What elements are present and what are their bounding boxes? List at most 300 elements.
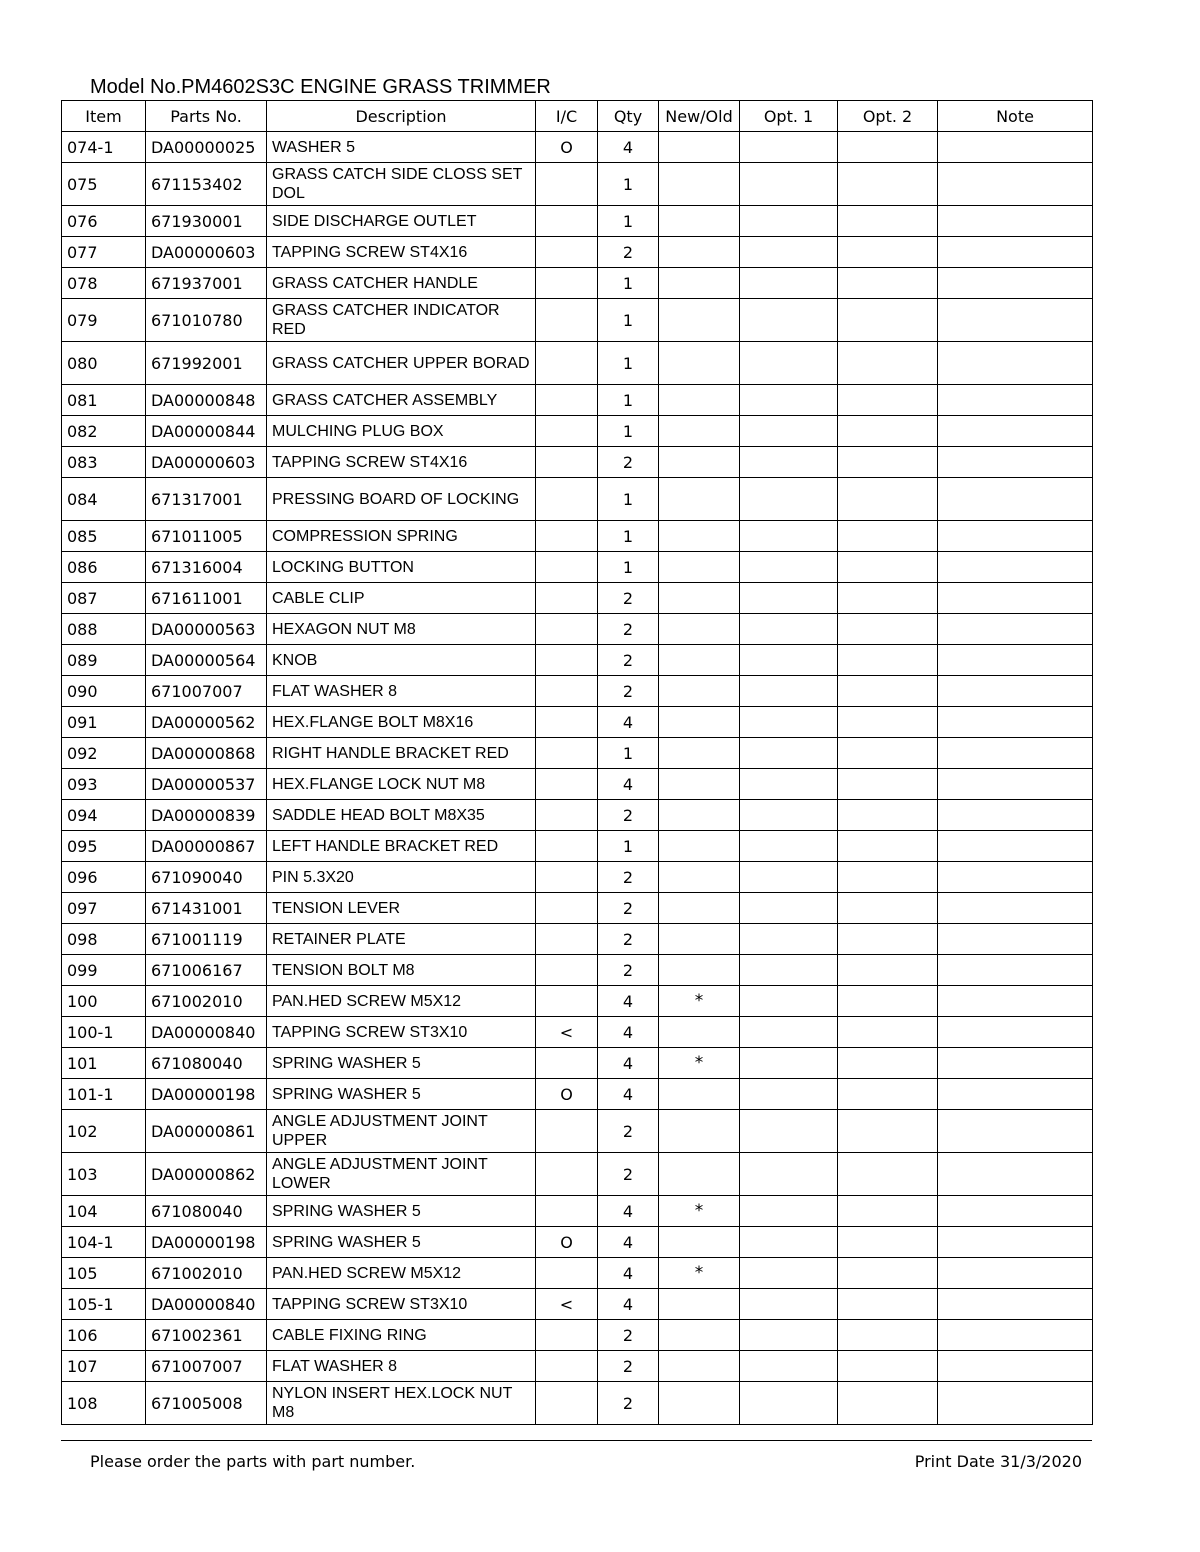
note-cell [938,416,1093,447]
opt1-cell [740,268,838,299]
table-row [62,478,1093,521]
description-cell: SPRING WASHER 5 [267,1079,536,1110]
description-cell: RETAINER PLATE [267,924,536,955]
new-old-cell [659,1017,740,1048]
qty-cell: 2 [598,862,659,893]
ic-cell [536,583,598,614]
description-cell: HEX.FLANGE LOCK NUT M8 [267,769,536,800]
opt2-cell [838,268,938,299]
description-cell: NYLON INSERT HEX.LOCK NUT M8 [267,1382,536,1425]
item-cell: 094 [62,800,146,831]
qty-cell: 2 [598,614,659,645]
part-number-cell: DA00000198 [146,1227,267,1258]
opt1-cell [740,800,838,831]
ic-cell [536,769,598,800]
opt1-cell [740,163,838,206]
description-cell: PAN.HED SCREW M5X12 [267,1258,536,1289]
note-cell [938,163,1093,206]
document-title: Model No.PM4602S3C ENGINE GRASS TRIMMER [90,76,551,98]
item-cell: 075 [62,163,146,206]
table-row [62,1110,1093,1153]
table-row [62,206,1093,237]
qty-cell: 1 [598,416,659,447]
column-header-item: Item [62,101,146,132]
new-old-cell [659,955,740,986]
part-number-cell: 671937001 [146,268,267,299]
new-old-cell [659,831,740,862]
new-old-cell [659,206,740,237]
description-cell: PIN 5.3X20 [267,862,536,893]
description-cell: TAPPING SCREW ST3X10 [267,1017,536,1048]
part-number-cell: DA00000862 [146,1153,267,1196]
ic-cell [536,924,598,955]
opt1-cell [740,1048,838,1079]
table-row [62,1196,1093,1227]
note-cell [938,237,1093,268]
qty-cell: 1 [598,342,659,385]
opt2-cell [838,862,938,893]
table-row [62,645,1093,676]
ic-cell [536,738,598,769]
opt2-cell [838,342,938,385]
item-cell: 096 [62,862,146,893]
opt1-cell [740,583,838,614]
opt2-cell [838,1351,938,1382]
opt1-cell [740,1079,838,1110]
opt1-cell [740,1289,838,1320]
opt1-cell [740,1227,838,1258]
qty-cell: 2 [598,924,659,955]
description-cell: HEX.FLANGE BOLT M8X16 [267,707,536,738]
ic-cell [536,268,598,299]
description-cell: TENSION BOLT M8 [267,955,536,986]
opt1-cell [740,1351,838,1382]
item-cell: 092 [62,738,146,769]
part-number-cell: 671153402 [146,163,267,206]
description-cell: SADDLE HEAD BOLT M8X35 [267,800,536,831]
note-cell [938,614,1093,645]
opt1-cell [740,478,838,521]
new-old-cell [659,1110,740,1153]
ic-cell [536,986,598,1017]
opt2-cell [838,831,938,862]
opt1-cell [740,862,838,893]
note-cell [938,769,1093,800]
description-cell: WASHER 5 [267,132,536,163]
new-old-cell [659,707,740,738]
part-number-cell: DA00000563 [146,614,267,645]
opt2-cell [838,132,938,163]
table-row [62,268,1093,299]
item-cell: 098 [62,924,146,955]
description-cell: GRASS CATCHER UPPER BORAD [267,342,536,385]
ic-cell: < [536,1289,598,1320]
qty-cell: 1 [598,299,659,342]
table-row [62,552,1093,583]
note-cell [938,1227,1093,1258]
note-cell [938,342,1093,385]
opt2-cell [838,1258,938,1289]
opt1-cell [740,206,838,237]
ic-cell: O [536,1079,598,1110]
note-cell [938,299,1093,342]
qty-cell: 2 [598,645,659,676]
ic-cell [536,831,598,862]
note-cell [938,986,1093,1017]
part-number-cell: 671010780 [146,299,267,342]
item-cell: 088 [62,614,146,645]
description-cell: FLAT WASHER 8 [267,1351,536,1382]
table-row [62,385,1093,416]
qty-cell: 4 [598,1017,659,1048]
note-cell [938,521,1093,552]
column-header-new-old: New/Old [659,101,740,132]
qty-cell: 2 [598,955,659,986]
table-row [62,862,1093,893]
description-cell: RIGHT HANDLE BRACKET RED [267,738,536,769]
table-row [62,707,1093,738]
new-old-cell [659,268,740,299]
new-old-cell [659,583,740,614]
item-cell: 105-1 [62,1289,146,1320]
ic-cell [536,955,598,986]
item-cell: 080 [62,342,146,385]
table-row [62,1017,1093,1048]
part-number-cell: DA00000025 [146,132,267,163]
description-cell: MULCHING PLUG BOX [267,416,536,447]
ic-cell [536,893,598,924]
note-cell [938,1289,1093,1320]
description-cell: ANGLE ADJUSTMENT JOINT UPPER [267,1110,536,1153]
ic-cell [536,800,598,831]
note-cell [938,831,1093,862]
qty-cell: 2 [598,1320,659,1351]
ic-cell [536,676,598,707]
opt1-cell [740,416,838,447]
part-number-cell: 671080040 [146,1196,267,1227]
ic-cell [536,385,598,416]
table-row [62,955,1093,986]
table-row [62,447,1093,478]
description-cell: LOCKING BUTTON [267,552,536,583]
parts-table [61,100,1093,1425]
item-cell: 093 [62,769,146,800]
table-header-row [62,101,1093,132]
qty-cell: 1 [598,521,659,552]
part-number-cell: 671930001 [146,206,267,237]
table-row [62,1079,1093,1110]
qty-cell: 4 [598,1289,659,1320]
part-number-cell: DA00000868 [146,738,267,769]
qty-cell: 4 [598,132,659,163]
opt2-cell [838,769,938,800]
item-cell: 104-1 [62,1227,146,1258]
qty-cell: 1 [598,268,659,299]
part-number-cell: DA00000537 [146,769,267,800]
opt2-cell [838,738,938,769]
note-cell [938,707,1093,738]
new-old-cell [659,1382,740,1425]
new-old-cell [659,521,740,552]
opt2-cell [838,299,938,342]
note-cell [938,385,1093,416]
opt1-cell [740,1258,838,1289]
opt1-cell [740,385,838,416]
opt1-cell [740,1382,838,1425]
part-number-cell: 671992001 [146,342,267,385]
table-row [62,583,1093,614]
order-note: Please order the parts with part number. [90,1452,416,1471]
column-header-opt2: Opt. 2 [838,101,938,132]
part-number-cell: 671431001 [146,893,267,924]
opt1-cell [740,1320,838,1351]
part-number-cell: 671090040 [146,862,267,893]
opt2-cell [838,893,938,924]
opt2-cell [838,163,938,206]
opt2-cell [838,583,938,614]
new-old-cell [659,769,740,800]
qty-cell: 2 [598,1351,659,1382]
qty-cell: 1 [598,738,659,769]
opt1-cell [740,924,838,955]
qty-cell: 1 [598,163,659,206]
ic-cell [536,163,598,206]
new-old-cell [659,478,740,521]
item-cell: 106 [62,1320,146,1351]
table-row [62,769,1093,800]
new-old-cell [659,416,740,447]
item-cell: 108 [62,1382,146,1425]
part-number-cell: DA00000867 [146,831,267,862]
opt2-cell [838,552,938,583]
ic-cell [536,206,598,237]
ic-cell [536,237,598,268]
description-cell: PAN.HED SCREW M5X12 [267,986,536,1017]
item-cell: 100 [62,986,146,1017]
description-cell: LEFT HANDLE BRACKET RED [267,831,536,862]
new-old-cell [659,342,740,385]
parts-table-body [62,132,1093,1425]
description-cell: GRASS CATCHER INDICATOR RED [267,299,536,342]
qty-cell: 1 [598,552,659,583]
note-cell [938,800,1093,831]
opt1-cell [740,676,838,707]
qty-cell: 2 [598,447,659,478]
item-cell: 083 [62,447,146,478]
opt2-cell [838,1227,938,1258]
ic-cell [536,1258,598,1289]
opt1-cell [740,1017,838,1048]
table-row [62,1153,1093,1196]
ic-cell [536,1351,598,1382]
qty-cell: 2 [598,1382,659,1425]
opt1-cell [740,132,838,163]
opt1-cell [740,707,838,738]
description-cell: FLAT WASHER 8 [267,676,536,707]
item-cell: 105 [62,1258,146,1289]
ic-cell [536,521,598,552]
new-old-cell [659,893,740,924]
new-old-cell [659,645,740,676]
opt2-cell [838,1382,938,1425]
ic-cell [536,645,598,676]
part-number-cell: 671011005 [146,521,267,552]
qty-cell: 2 [598,893,659,924]
part-number-cell: 671002361 [146,1320,267,1351]
item-cell: 078 [62,268,146,299]
ic-cell [536,1196,598,1227]
description-cell: TAPPING SCREW ST4X16 [267,237,536,268]
ic-cell [536,1320,598,1351]
item-cell: 074-1 [62,132,146,163]
column-header-description: Description [267,101,536,132]
description-cell: TENSION LEVER [267,893,536,924]
new-old-cell [659,800,740,831]
qty-cell: 4 [598,1048,659,1079]
column-header-opt1: Opt. 1 [740,101,838,132]
new-old-cell [659,1227,740,1258]
note-cell [938,1110,1093,1153]
ic-cell [536,1110,598,1153]
part-number-cell: 671317001 [146,478,267,521]
qty-cell: 2 [598,237,659,268]
opt2-cell [838,1048,938,1079]
qty-cell: 4 [598,986,659,1017]
note-cell [938,738,1093,769]
new-old-cell [659,163,740,206]
new-old-cell [659,299,740,342]
opt1-cell [740,831,838,862]
item-cell: 104 [62,1196,146,1227]
part-number-cell: 671001119 [146,924,267,955]
opt2-cell [838,614,938,645]
opt2-cell [838,478,938,521]
description-cell: GRASS CATCHER HANDLE [267,268,536,299]
note-cell [938,1079,1093,1110]
table-row [62,342,1093,385]
ic-cell [536,614,598,645]
note-cell [938,955,1093,986]
opt1-cell [740,955,838,986]
opt2-cell [838,986,938,1017]
new-old-cell [659,132,740,163]
table-row [62,1351,1093,1382]
new-old-cell [659,1351,740,1382]
opt2-cell [838,385,938,416]
column-header-ic: I/C [536,101,598,132]
table-row [62,831,1093,862]
column-header-parts-no: Parts No. [146,101,267,132]
new-old-cell: * [659,1048,740,1079]
table-row [62,738,1093,769]
item-cell: 091 [62,707,146,738]
opt1-cell [740,1153,838,1196]
opt2-cell [838,955,938,986]
opt1-cell [740,447,838,478]
table-row [62,1382,1093,1425]
item-cell: 082 [62,416,146,447]
qty-cell: 2 [598,1110,659,1153]
opt1-cell [740,1196,838,1227]
print-date: Print Date 31/3/2020 [914,1452,1082,1471]
item-cell: 077 [62,237,146,268]
table-row [62,1048,1093,1079]
item-cell: 084 [62,478,146,521]
description-cell: CABLE FIXING RING [267,1320,536,1351]
table-row [62,614,1093,645]
qty-cell: 4 [598,707,659,738]
ic-cell [536,1153,598,1196]
table-row [62,1320,1093,1351]
new-old-cell: * [659,1258,740,1289]
new-old-cell [659,738,740,769]
opt2-cell [838,237,938,268]
note-cell [938,1351,1093,1382]
note-cell [938,1048,1093,1079]
new-old-cell: * [659,986,740,1017]
part-number-cell: 671080040 [146,1048,267,1079]
description-cell: TAPPING SCREW ST3X10 [267,1289,536,1320]
ic-cell [536,342,598,385]
opt2-cell [838,1017,938,1048]
opt2-cell [838,416,938,447]
new-old-cell [659,676,740,707]
qty-cell: 4 [598,1196,659,1227]
table-row [62,986,1093,1017]
qty-cell: 4 [598,1079,659,1110]
note-cell [938,1196,1093,1227]
table-row [62,1227,1093,1258]
qty-cell: 4 [598,1227,659,1258]
part-number-cell: 671007007 [146,676,267,707]
item-cell: 101 [62,1048,146,1079]
table-row [62,800,1093,831]
table-row [62,1258,1093,1289]
note-cell [938,645,1093,676]
ic-cell [536,707,598,738]
qty-cell: 2 [598,800,659,831]
opt1-cell [740,769,838,800]
description-cell: TAPPING SCREW ST4X16 [267,447,536,478]
table-row [62,416,1093,447]
qty-cell: 4 [598,769,659,800]
qty-cell: 4 [598,1258,659,1289]
part-number-cell: DA00000839 [146,800,267,831]
ic-cell [536,1382,598,1425]
qty-cell: 1 [598,831,659,862]
part-number-cell: DA00000603 [146,237,267,268]
item-cell: 095 [62,831,146,862]
opt1-cell [740,1110,838,1153]
note-cell [938,676,1093,707]
new-old-cell [659,1289,740,1320]
part-number-cell: 671316004 [146,552,267,583]
description-cell: SPRING WASHER 5 [267,1196,536,1227]
column-header-qty: Qty [598,101,659,132]
item-cell: 076 [62,206,146,237]
part-number-cell: DA00000198 [146,1079,267,1110]
description-cell: HEXAGON NUT M8 [267,614,536,645]
ic-cell: O [536,1227,598,1258]
description-cell: SIDE DISCHARGE OUTLET [267,206,536,237]
table-row [62,676,1093,707]
item-cell: 085 [62,521,146,552]
part-number-cell: 671002010 [146,1258,267,1289]
table-row [62,1289,1093,1320]
part-number-cell: DA00000848 [146,385,267,416]
opt1-cell [740,614,838,645]
note-cell [938,862,1093,893]
